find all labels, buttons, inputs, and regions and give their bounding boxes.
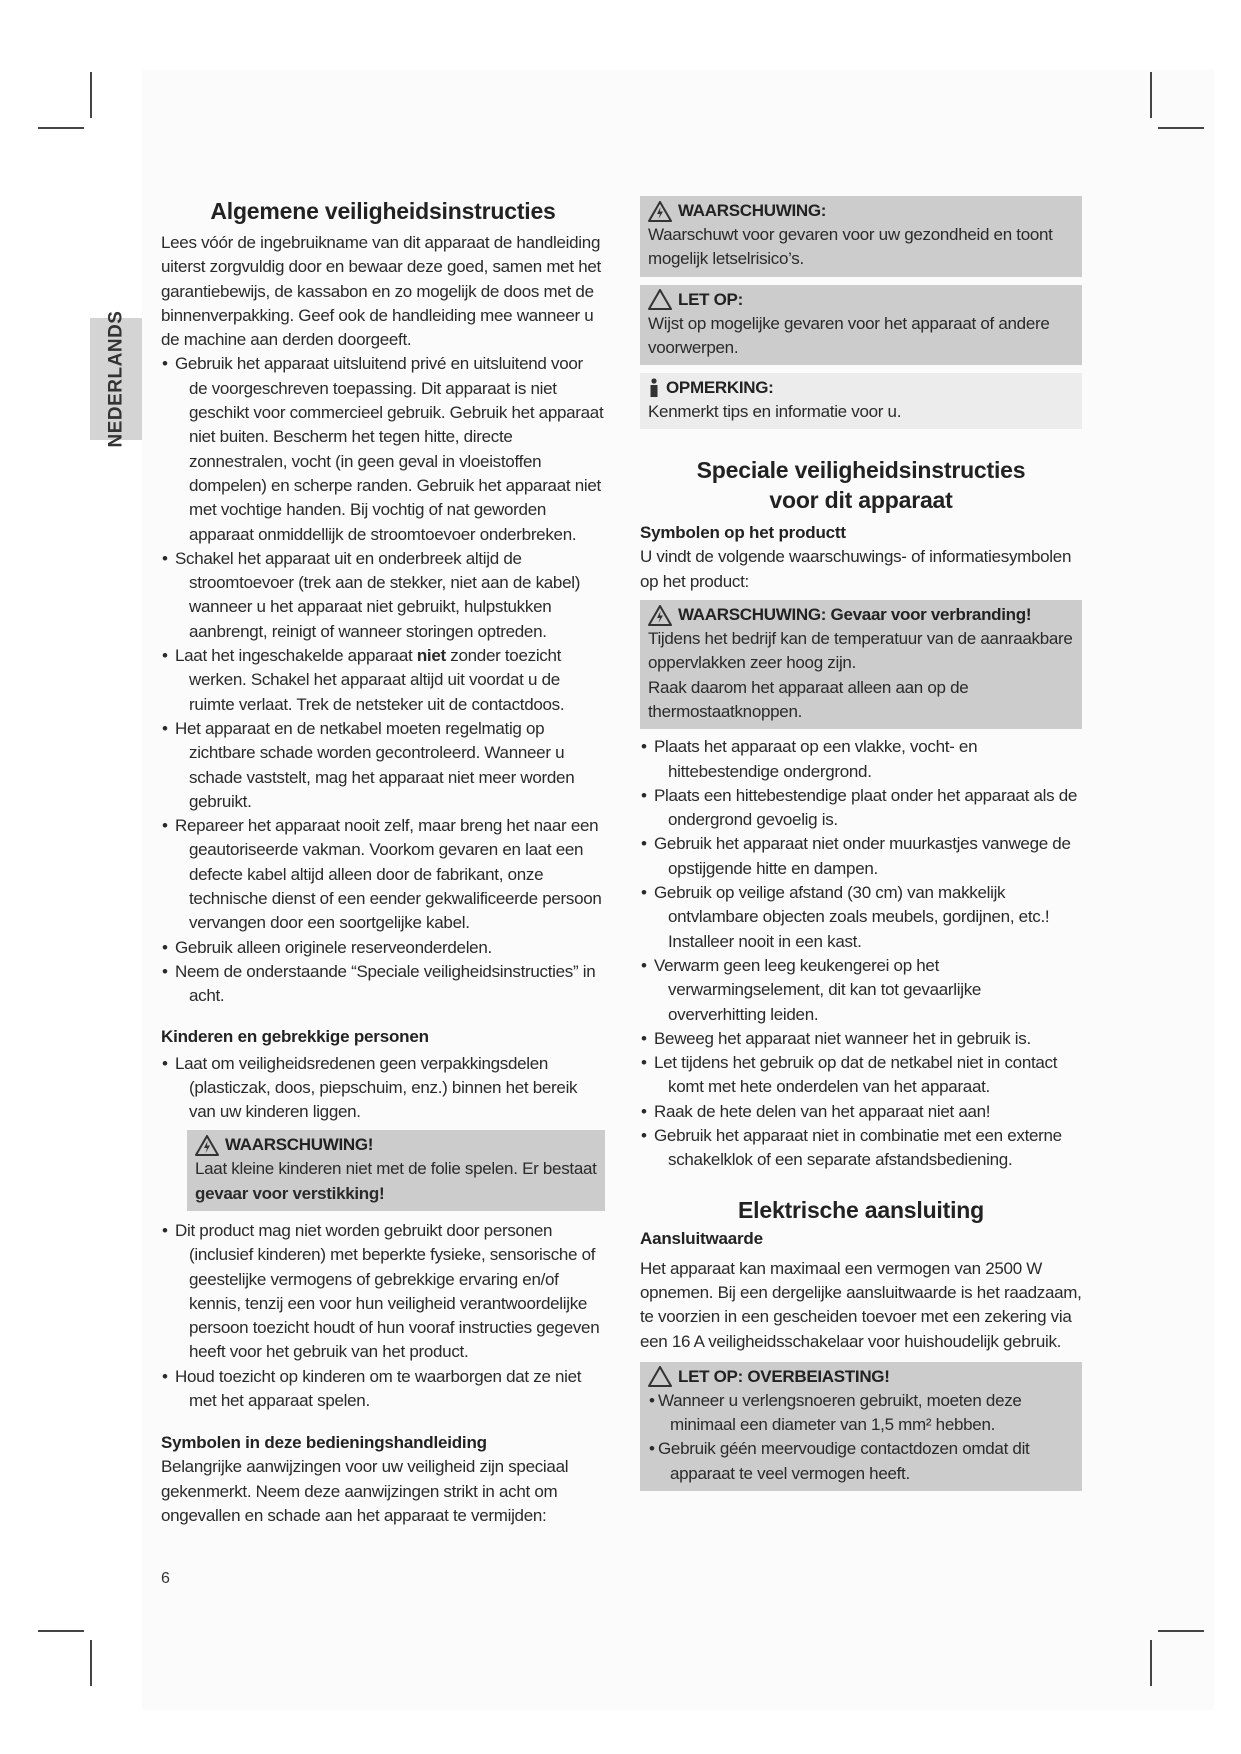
list-item: • Verwarm geen leeg keukengerei op het verwarmingselement, dit kan tot gevaarlijke oververhitting leiden.	[640, 954, 1082, 1027]
overload-title: LET OP: OVERBEIASTING!	[678, 1366, 890, 1386]
special-safety-title	[640, 455, 1082, 515]
list-item: • Wanneer u verlengsnoeren gebruikt, moeten deze minimaal een diameter van 1,5 mm² hebben.	[648, 1389, 1074, 1438]
list-item: • Plaats een hittebestendige plaat onder het apparaat als de ondergrond gevoelig is.	[640, 784, 1082, 833]
list-item: • Neem de onderstaande “Speciale veiligheidsinstructies” in acht.	[161, 960, 605, 1009]
note-legend-header	[648, 376, 1074, 400]
burn-warning-text-2: Raak daarom het apparaat alleen aan op de thermostaatknoppen.	[648, 677, 969, 721]
special-title-line-1: Speciale veiligheidsinstructies	[696, 457, 1026, 484]
left-column	[161, 196, 605, 1528]
crop-mark	[90, 72, 92, 118]
product-symbols-heading: Symbolen op het productt	[640, 523, 846, 543]
warning-triangle-icon	[648, 201, 672, 222]
right-column	[640, 196, 1082, 1491]
caution-triangle-icon	[648, 289, 672, 310]
bold-text: niet	[416, 646, 446, 666]
caution-triangle-icon	[648, 1366, 672, 1387]
overload-bullet-list	[648, 1389, 1074, 1486]
crop-mark	[1158, 127, 1204, 129]
crop-mark	[1150, 72, 1152, 118]
note-legend-title: OPMERKING:	[666, 378, 774, 398]
list-item: • Gebruik het apparaat uitsluitend privé en uitsluitend voor de voorgeschreven toepassing. Dit apparaat is niet geschikt voor commercieel gebruik. Gebruik het apparaat niet buiten. Bescherm het tegen hitte, directe zonnestralen, vocht (in geen geval in vloeistoffen dompelen) en scherpe randen. Gebruik het apparaat niet met vochtige handen. Bij vochtig of nat geworden apparaat onmiddellijk de stroomtoevoer onderbreken.	[161, 352, 605, 546]
list-item: • Gebruik géén meervoudige contactdozen omdat dit apparaat te veel vermogen heeft.	[648, 1437, 1074, 1486]
symbols-heading: Symbolen in deze bedieningshandleiding	[161, 1433, 487, 1453]
children-bullet-list-2	[161, 1219, 605, 1413]
burn-warning-header	[648, 603, 1074, 627]
crop-mark	[1158, 1630, 1204, 1632]
list-item: • Gebruik alleen originele reserveonderdelen.	[161, 936, 605, 960]
language-side-tab	[90, 310, 142, 448]
list-item: • Gebruik het apparaat niet in combinatie met een externe schakelklok of een separate afstandsbediening.	[640, 1124, 1082, 1173]
list-item: • Het apparaat en de netkabel moeten regelmatig op zichtbare schade worden gecontroleerd. Wanneer u schade vaststelt, mag het apparaat niet meer worden gebruikt.	[161, 717, 605, 814]
list-item: • Laat om veiligheidsredenen geen verpakkingsdelen (plasticzak, doos, piepschuim, enz.) binnen het bereik van uw kinderen liggen.	[161, 1052, 605, 1125]
electric-connection-title: Elektrische aansluiting	[738, 1196, 984, 1223]
symbols-paragraph: Belangrijke aanwijzingen voor uw veiligheid zijn speciaal gekenmerkt. Neem deze aanwijzingen strikt in acht om ongevallen en schade aan het apparaat te vermijden:	[161, 1457, 569, 1525]
list-item: • Plaats het apparaat op een vlakke, vocht- en hittebestendige ondergrond.	[640, 735, 1082, 784]
caution-legend-header	[648, 288, 1074, 312]
text-run: zonder toezicht werken. Schakel het apparaat altijd uit voordat u de ruimte verlaat. Trek de netsteker uit de contactdoos.	[189, 646, 565, 714]
caution-legend-title: LET OP:	[678, 289, 743, 309]
crop-mark	[1150, 1640, 1152, 1686]
list-item: • Houd toezicht op kinderen om te waarborgen dat ze niet met het apparaat spelen.	[161, 1365, 605, 1414]
list-item: • Let tijdens het gebruik op dat de netkabel niet in contact komt met hete onderdelen van het apparaat.	[640, 1051, 1082, 1100]
connection-value-heading: Aansluitwaarde	[640, 1228, 763, 1248]
general-bullet-list	[161, 352, 605, 1008]
warning-legend-text: Waarschuwt voor gevaren voor uw gezondheid en toont mogelijk letselrisico’s.	[648, 225, 1053, 269]
burn-warning-text-1: Tijdens het bedrijf kan de temperatuur van de aanraakbare oppervlakken zeer hoog zijn.	[648, 629, 1073, 673]
overload-header	[648, 1365, 1074, 1389]
children-warning-text	[195, 1157, 597, 1206]
burn-warning-box	[640, 600, 1082, 729]
special-bullet-list	[640, 735, 1082, 1172]
page-number: 6	[161, 1570, 170, 1587]
children-heading: Kinderen en gebrekkige personen	[161, 1026, 429, 1046]
crop-mark	[38, 1630, 84, 1632]
list-item: • Dit product mag niet worden gebruikt door personen (inclusief kinderen) met beperkte fysieke, sensorische of geestelijke vermogens of gebrekkige ervaring en/of kennis, tenzij een voor hun veiligheid verantwoordelijke persoon toezicht houdt of hun vooraf instructies gegeven heeft voor het gebruik van het product.	[161, 1219, 605, 1365]
burn-warning-title: WAARSCHUWING: Gevaar voor verbranding!	[678, 605, 1032, 625]
intro-paragraph: Lees vóór de ingebruikname van dit apparaat de handleiding uiterst zorgvuldig door en bewaar deze goed, samen met het garantiebewijs, de kassabon en zo mogelijk de doos met de binnenverpakking. Geef ook de handleiding mee wanneer u de machine aan derden doorgeeft.	[161, 233, 601, 350]
list-item: • Gebruik het apparaat niet onder muurkastjes vanwege de opstijgende hitte en dampen.	[640, 832, 1082, 881]
list-item: • Raak de hete delen van het apparaat niet aan!	[640, 1100, 1082, 1124]
language-label: NEDERLANDS	[105, 310, 127, 448]
connection-paragraph: Het apparaat kan maximaal een vermogen van 2500 W opnemen. Bij een dergelijke aansluitwaarde is het raadzaam, te voorzien in een gescheiden toevoer met een zekering via een 16 A veiligheidsschakelaar voor huishoudelijk gebruik.	[640, 1258, 1082, 1351]
children-bullet-list	[161, 1052, 605, 1125]
children-warning-header	[195, 1133, 597, 1157]
crop-mark	[38, 127, 84, 129]
info-icon	[648, 378, 660, 398]
list-item: • Repareer het apparaat nooit zelf, maar breng het naar een geautoriseerde vakman. Voorkom gevaren en laat een defecte kabel altijd alleen door de fabrikant, onze technische dienst of een eender gekwalificeerde persoon vervangen door een soortgelijke kabel.	[161, 814, 605, 935]
special-title-line-2: voor dit apparaat	[769, 487, 953, 514]
note-legend-text: Kenmerkt tips en informatie voor u.	[648, 402, 902, 422]
warning-legend-header	[648, 199, 1074, 223]
warning-triangle-icon	[195, 1135, 219, 1156]
list-item: • Beweeg het apparaat niet wanneer het in gebruik is.	[640, 1027, 1082, 1051]
list-item: • Gebruik op veilige afstand (30 cm) van makkelijk ontvlambare objecten zoals meubels, gordijnen, etc.! Installeer nooit in een kast.	[640, 881, 1082, 954]
children-warning-box	[187, 1130, 605, 1211]
note-legend-box	[640, 373, 1082, 429]
bold-text: gevaar voor verstikking!	[195, 1183, 385, 1203]
general-safety-title: Algemene veiligheidsinstructies	[210, 198, 556, 224]
crop-mark	[90, 1640, 92, 1686]
list-item	[161, 644, 605, 717]
warning-triangle-icon	[648, 605, 672, 626]
caution-legend-text: Wijst op mogelijke gevaren voor het apparaat of andere voorwerpen.	[648, 313, 1050, 357]
text-run: Laat kleine kinderen niet met de folie spelen. Er bestaat	[195, 1159, 597, 1179]
children-warning-title: WAARSCHUWING!	[225, 1135, 374, 1155]
warning-legend-title: WAARSCHUWING:	[678, 201, 827, 220]
product-symbols-text: U vindt de volgende waarschuwings- of informatiesymbolen op het product:	[640, 547, 1072, 591]
text-run: Laat het ingeschakelde apparaat	[175, 646, 417, 666]
overload-box	[640, 1362, 1082, 1491]
list-item: • Schakel het apparaat uit en onderbreek altijd de stroomtoevoer (trek aan de stekker, niet aan de kabel) wanneer u het apparaat niet gebruikt, hulpstukken aanbrengt, reinigt of wanneer storingen optreden.	[161, 547, 605, 644]
caution-legend-box	[640, 285, 1082, 366]
warning-legend-box	[640, 196, 1082, 277]
